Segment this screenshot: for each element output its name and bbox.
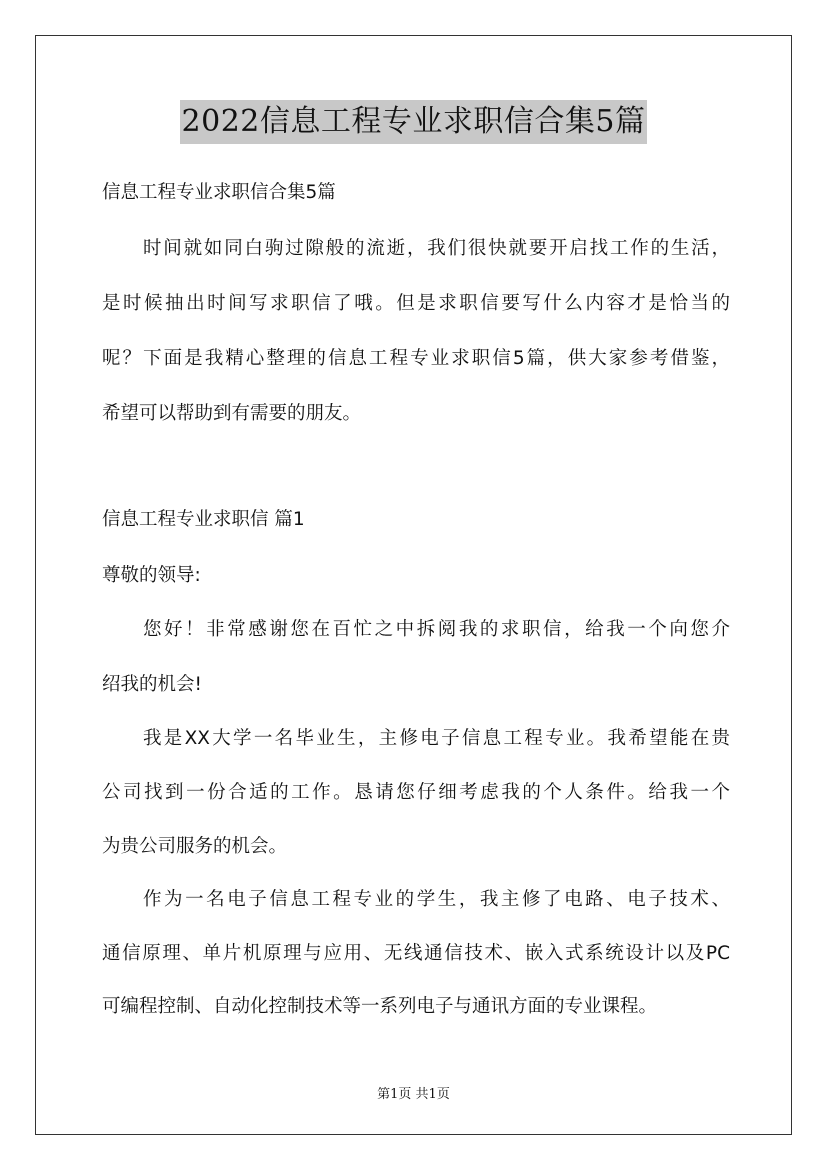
para1-line-2: 绍我的机会!	[102, 674, 202, 695]
para3-line-1: 作为一名电子信息工程专业的学生，我主修了电路、电子技术、	[143, 889, 730, 910]
section-heading: 信息工程专业求职信 篇1	[102, 509, 305, 530]
para1-line-1: 您好！非常感谢您在百忙之中拆阅我的求职信，给我一个向您介	[143, 619, 730, 640]
subtitle: 信息工程专业求职信合集5篇	[102, 182, 336, 203]
intro-line-3: 呢？下面是我精心整理的信息工程专业求职信5篇，供大家参考借鉴，	[102, 348, 730, 369]
page-footer: 第1页 共1页	[377, 1087, 450, 1102]
para3-line-3: 可编程控制、自动化控制技术等一系列电子与通讯方面的专业课程。	[102, 996, 658, 1017]
intro-line-2: 是时候抽出时间写求职信了哦。但是求职信要写什么内容才是恰当的	[102, 293, 730, 314]
para2-line-2: 公司找到一份合适的工作。恳请您仔细考虑我的个人条件。给我一个	[102, 782, 730, 803]
document-title: 2022信息工程专业求职信合集5篇	[180, 100, 648, 144]
intro-line-1: 时间就如同白驹过隙般的流逝，我们很快就要开启找工作的生活，	[143, 238, 730, 259]
para2-line-1: 我是XX大学一名毕业生，主修电子信息工程专业。我希望能在贵	[143, 728, 730, 749]
salutation: 尊敬的领导:	[102, 565, 201, 586]
para3-line-2: 通信原理、单片机原理与应用、无线通信技术、嵌入式系统设计以及PC	[102, 943, 730, 964]
title-container	[0, 100, 827, 144]
intro-line-4: 希望可以帮助到有需要的朋友。	[102, 403, 362, 424]
para2-line-3: 为贵公司服务的机会。	[102, 836, 288, 857]
